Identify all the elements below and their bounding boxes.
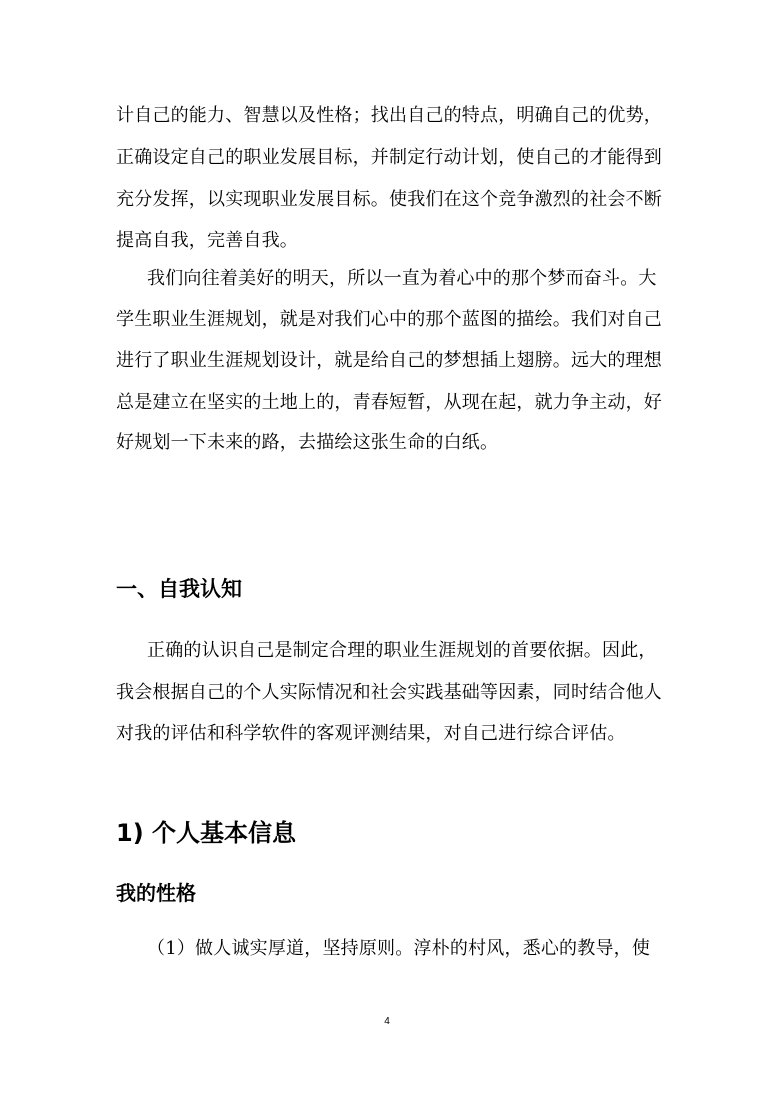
- body-text-line: 正确的认识自己是制定合理的职业生涯规划的首要依据。因此，: [147, 640, 657, 661]
- section-heading: 一、自我认知: [116, 577, 242, 601]
- body-text-line: 对我的评估和科学软件的客观评测结果，对自己进行综合评估。: [116, 723, 626, 744]
- subsection-heading: 1) 个人基本信息: [116, 819, 297, 847]
- body-text-line: 正确设定自己的职业发展目标，并制定行动计划，使自己的才能得到: [116, 147, 662, 168]
- body-text-line: 充分发挥，以实现职业发展目标。使我们在这个竞争激烈的社会不断: [116, 189, 662, 210]
- body-text-line: （1）做人诚实厚道，坚持原则。淳朴的村风，悉心的教导，使: [147, 938, 651, 959]
- body-text-line: 我会根据自己的个人实际情况和社会实践基础等因素，同时结合他人: [116, 682, 662, 703]
- subsubsection-heading: 我的性格: [116, 881, 196, 905]
- body-text-line: 好规划一下未来的路，去描绘这张生命的白纸。: [116, 432, 499, 453]
- body-text-line: 进行了职业生涯规划设计，就是给自己的梦想插上翅膀。远大的理想: [116, 350, 662, 371]
- body-text-line: 提高自我，完善自我。: [116, 230, 298, 251]
- body-text-line: 我们向往着美好的明天，所以一直为着心中的那个梦而奋斗。大: [147, 268, 657, 289]
- body-text-line: 总是建立在坚实的土地上的，青春短暂，从现在起，就力争主动，好: [116, 392, 662, 413]
- body-text-line: 学生职业生涯规划，就是对我们心中的那个蓝图的描绘。我们对自己: [116, 309, 662, 330]
- page-number: 4: [384, 1016, 390, 1027]
- body-text-line: 计自己的能力、智慧以及性格；找出自己的特点，明确自己的优势，: [116, 105, 662, 126]
